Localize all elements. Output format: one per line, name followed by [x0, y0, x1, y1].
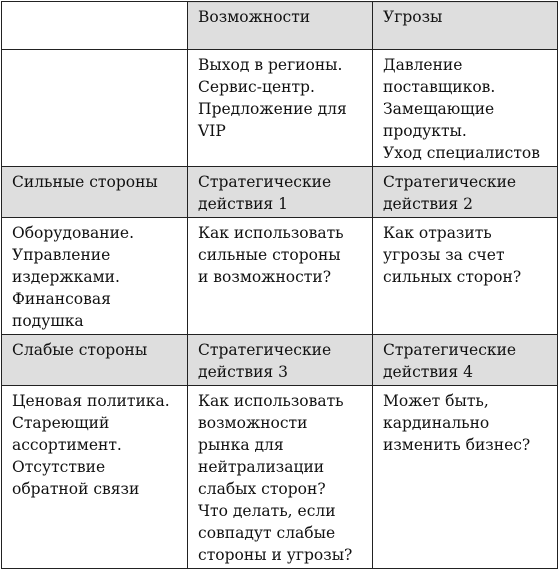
cell-line: угрозы за счет [383, 246, 505, 264]
cell-line: действия 3 [198, 363, 288, 381]
cell-line: обратной связи [12, 480, 140, 498]
cell-line: изменить бизнес? [383, 436, 531, 454]
cell-line: Как отразить [383, 224, 492, 242]
cell-line: издержками. [12, 268, 120, 286]
strategic-actions-4-cell [373, 386, 558, 569]
cell-line: VIP [198, 122, 226, 140]
weaknesses-header-row [2, 335, 558, 386]
opportunities-threats-row [2, 50, 558, 167]
cell-line: Как использовать [198, 224, 344, 242]
cell-line: совпадут слабые [198, 524, 336, 542]
cell-line: Управление [12, 246, 111, 264]
cell-line: и возможности? [198, 268, 332, 286]
strategic-actions-4-header-cell [373, 335, 558, 386]
cell-line: Сервис-центр. [198, 78, 315, 96]
swot-matrix-table [1, 1, 558, 569]
cell-line: действия 4 [383, 363, 473, 381]
cell-line: рынка для [198, 436, 284, 454]
strengths-header-row [2, 167, 558, 218]
strategic-actions-3-cell [188, 386, 373, 569]
cell-line: сильные стороны [198, 246, 341, 264]
strategic-actions-2-cell [373, 218, 558, 335]
cell-line: слабых сторон? [198, 480, 326, 498]
cell-line: Стратегические [383, 173, 517, 191]
cell-line: сильных сторон? [383, 268, 522, 286]
strategic-actions-1-cell [188, 218, 373, 335]
strengths-row [2, 218, 558, 335]
cell-line: возможности [198, 414, 308, 432]
strengths-list-cell [2, 218, 188, 335]
strategic-actions-3-header-cell [188, 335, 373, 386]
cell-line: Финансовая [12, 290, 111, 308]
cell-line: Оборудование. [12, 224, 135, 242]
threats-header-cell: Угрозы [373, 2, 558, 50]
strategic-actions-2-header-cell [373, 167, 558, 218]
cell-line: нейтрализации [198, 458, 325, 476]
cell-line: Выход в регионы. [198, 56, 343, 74]
opportunities-list-cell [188, 50, 373, 167]
cell-line: Может быть, [383, 392, 489, 410]
cell-line: Что делать, если [198, 502, 336, 520]
threats-list-cell [373, 50, 558, 167]
cell-line: Стратегические [198, 341, 332, 359]
cell-line: Стратегические [198, 173, 332, 191]
weaknesses-row [2, 386, 558, 569]
cell-line: Предложение для [198, 100, 347, 118]
corner-cell [2, 2, 188, 50]
strengths-header-cell: Сильные стороны [2, 167, 188, 218]
cell-line: Уход специалистов [383, 144, 540, 162]
cell-line: ассортимент. [12, 436, 122, 454]
cell-line: Как использовать [198, 392, 344, 410]
cell-line: Ценовая политика. [12, 392, 170, 410]
cell-line: Давление [383, 56, 463, 74]
cell-line: действия 1 [198, 195, 288, 213]
cell-line: Отсутствие [12, 458, 106, 476]
weaknesses-header-cell: Слабые стороны [2, 335, 188, 386]
header-row [2, 2, 558, 50]
cell-line: кардинально [383, 414, 490, 432]
empty-label-cell [2, 50, 188, 167]
cell-line: Стратегические [383, 341, 517, 359]
cell-line: поставщиков. [383, 78, 496, 96]
strategic-actions-1-header-cell [188, 167, 373, 218]
cell-line: подушка [12, 312, 84, 330]
cell-line: Замещающие [383, 100, 495, 118]
cell-line: стороны и угрозы? [198, 546, 353, 564]
opportunities-header-cell: Возможности [188, 2, 373, 50]
cell-line: продукты. [383, 122, 467, 140]
cell-line: Стареющий [12, 414, 110, 432]
weaknesses-list-cell [2, 386, 188, 569]
cell-line: действия 2 [383, 195, 473, 213]
